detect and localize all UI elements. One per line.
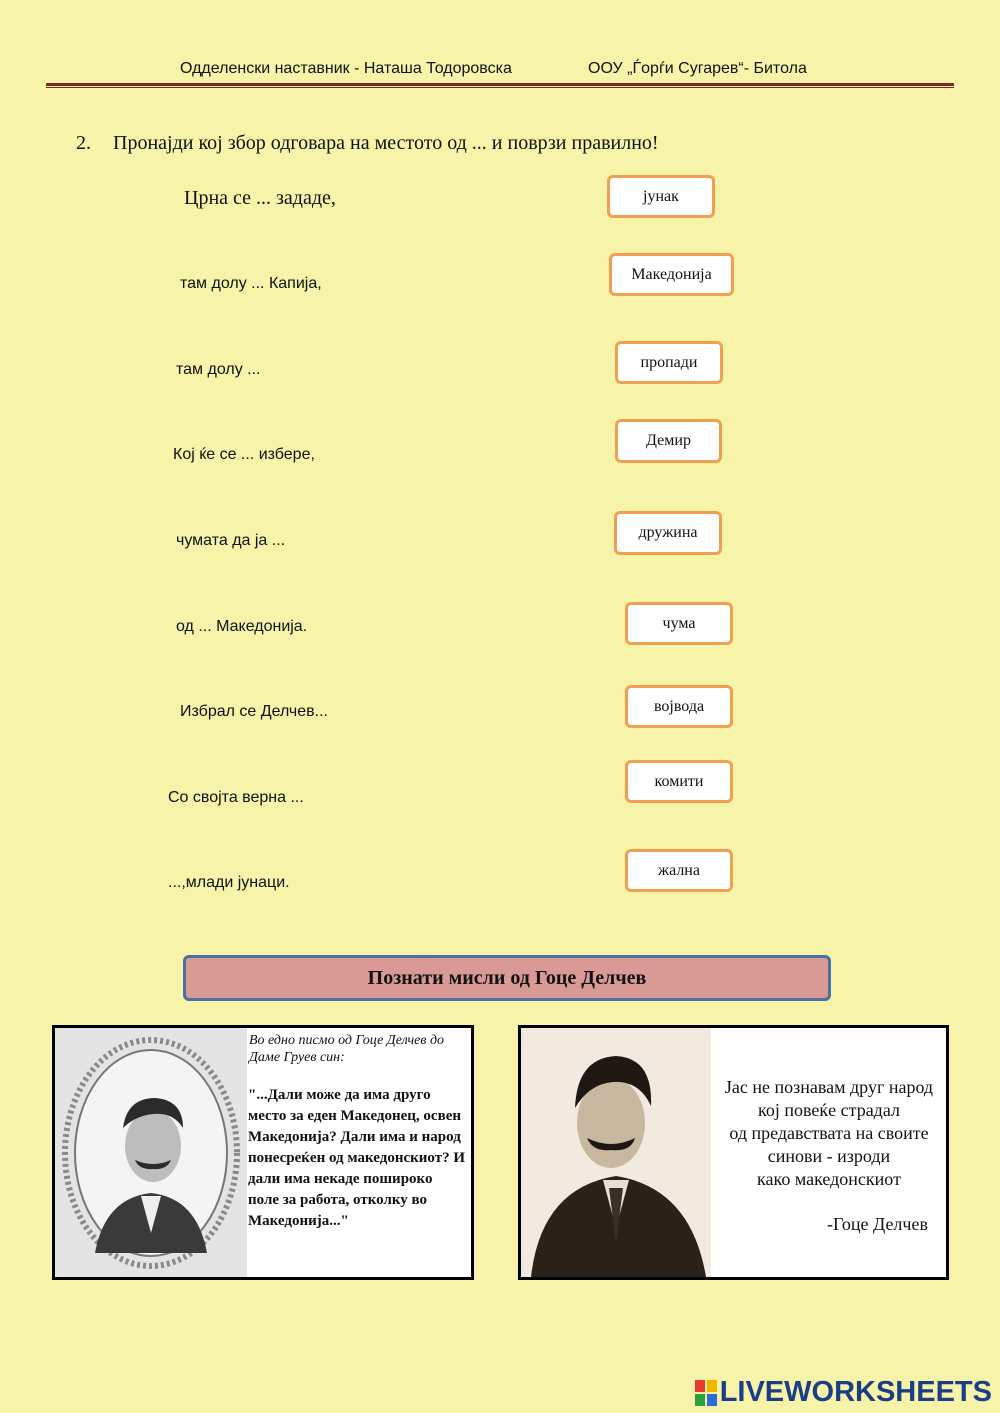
option-box-druzina[interactable]: дружина xyxy=(614,511,722,555)
task-number: 2. xyxy=(76,132,91,154)
quote-1-intro: Во едно писмо од Гоце Делчев до Даме Груев син: xyxy=(249,1033,445,1065)
poem-line-4: Кој ќе се ... избере, xyxy=(173,446,315,463)
poem-line-9: ...,млади јунаци. xyxy=(168,874,290,891)
option-box-makedonija[interactable]: Македонија xyxy=(609,253,734,296)
brand-text: LIVEWORKSHEETS xyxy=(719,1376,992,1408)
poem-line-8: Со својта верна ... xyxy=(168,789,304,806)
portrait-photo-1 xyxy=(55,1028,247,1277)
quote-2-signature: -Гоце Делчев xyxy=(827,1214,928,1234)
poem-line-6: од ... Македонија. xyxy=(176,618,308,635)
header-school: ООУ „Ѓорѓи Сугарев“- Битола xyxy=(588,60,807,77)
header-rule xyxy=(46,83,954,86)
quote-image-2 xyxy=(518,1025,949,1280)
poem-line-5: чумата да ја ... xyxy=(176,532,286,549)
option-box-zalna[interactable]: жална xyxy=(625,849,733,892)
option-box-vojvoda[interactable]: војвода xyxy=(625,685,733,728)
liveworksheets-icon xyxy=(695,1380,717,1406)
portrait-photo-2 xyxy=(521,1028,711,1277)
option-box-komiti[interactable]: комити xyxy=(625,760,733,803)
portrait-icon xyxy=(55,1028,247,1277)
option-box-junak[interactable]: јунак xyxy=(607,175,715,218)
option-box-demir[interactable]: Демир xyxy=(615,419,722,463)
task-instruction xyxy=(76,132,659,155)
header-rule-thin xyxy=(46,87,954,88)
option-box-cuma[interactable]: чума xyxy=(625,602,733,645)
liveworksheets-logo xyxy=(695,1376,992,1409)
option-box-propadi[interactable]: пропади xyxy=(615,341,723,384)
task-text: Пронајди кој збор одговара на местото од ... и поврзи правилно! xyxy=(113,132,659,154)
quotes-banner: Познати мисли од Гоце Делчев xyxy=(183,955,831,1001)
poem-line-3: там долу ... xyxy=(176,361,261,378)
portrait-icon xyxy=(521,1028,711,1277)
poem-line-2: там долу ... Капија, xyxy=(180,275,322,292)
quote-2-body: Јас не познавам друг народ кој повеќе страдал од предавствата на своите синови - изроди како македонскиот xyxy=(724,1077,934,1189)
poem-line-7: Избрал се Делчев... xyxy=(180,703,328,720)
header-teacher: Одделенски наставник - Наташа Тодоровска xyxy=(180,60,512,77)
quote-image-1 xyxy=(52,1025,474,1280)
quote-1-body: "...Дали може да има друго место за еден Македонец, освен Македонија? Дали има и народ понесреќен од македонскиот? И дали има некаде поширoко поле за работа, отколку во Македонија..." xyxy=(248,1087,465,1229)
poem-line-1: Црна се ... зададе, xyxy=(184,187,336,209)
